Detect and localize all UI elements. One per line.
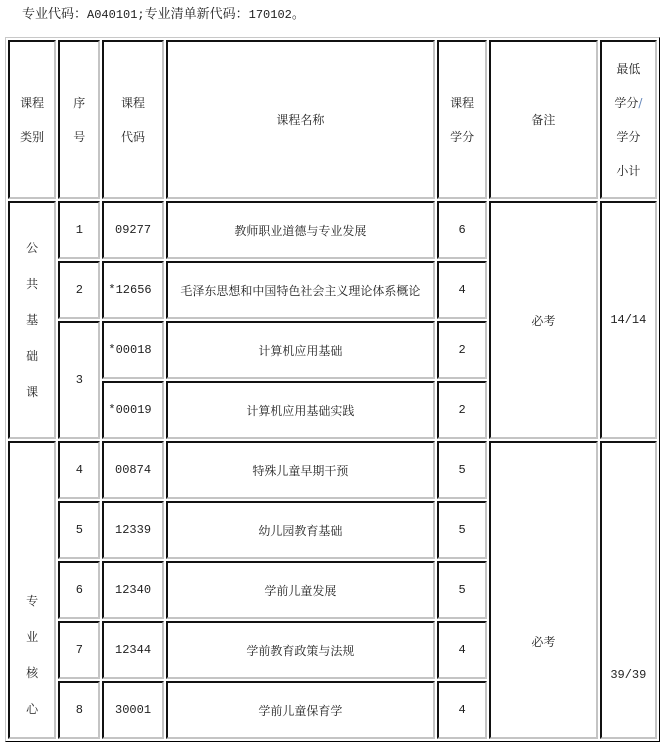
seq-cell: 5 <box>58 501 100 559</box>
seq-cell: 7 <box>58 621 100 679</box>
header-name: 课程名称 <box>166 40 435 199</box>
course-name-cell: 计算机应用基础实践 <box>166 381 435 439</box>
header-min-credit: 最低 学分/ 学分 小计 <box>600 40 657 199</box>
credit-cell: 2 <box>437 321 487 379</box>
period: 。 <box>291 7 305 22</box>
seq-cell: 6 <box>58 561 100 619</box>
header-row <box>8 40 657 199</box>
code-cell: *12656 <box>102 261 163 319</box>
seq-cell: 2 <box>58 261 100 319</box>
course-name-cell: 教师职业道德与专业发展 <box>166 201 435 259</box>
new-code-value: 170102 <box>248 8 292 22</box>
code-cell: 09277 <box>102 201 163 259</box>
credit-cell: 2 <box>437 381 487 439</box>
code-cell: *00018 <box>102 321 163 379</box>
course-plan-table <box>5 37 660 742</box>
seq-cell: 1 <box>58 201 100 259</box>
credit-cell: 5 <box>437 561 487 619</box>
major-code-label: 专业代码： <box>22 7 88 22</box>
header-note: 备注 <box>489 40 598 199</box>
course-name-cell: 幼儿园教育基础 <box>166 501 435 559</box>
subtotal-cell: 14/14 <box>600 201 657 439</box>
code-cell: 30001 <box>102 681 163 739</box>
code-cell: 12339 <box>102 501 163 559</box>
credit-cell: 4 <box>437 681 487 739</box>
header-seq: 序 号 <box>58 40 100 199</box>
note-cell: 必考 <box>489 201 598 439</box>
seq-cell: 4 <box>58 441 100 499</box>
credit-cell: 4 <box>437 621 487 679</box>
subtotal-cell: 39/39 <box>600 441 657 739</box>
course-name-cell: 学前教育政策与法规 <box>166 621 435 679</box>
header-category: 课程 类别 <box>8 40 56 199</box>
credit-cell: 5 <box>437 501 487 559</box>
category-public-basic: 公 共 基 础 课 <box>8 201 56 439</box>
header-code: 课程 代码 <box>102 40 163 199</box>
table-row <box>8 201 657 259</box>
code-cell: *00019 <box>102 381 163 439</box>
seq-cell: 8 <box>58 681 100 739</box>
category-major-core: 专 业 核 心 <box>8 441 56 739</box>
course-name-cell: 计算机应用基础 <box>166 321 435 379</box>
major-code-value: A040101; <box>87 8 145 22</box>
course-name-cell: 毛泽东思想和中国特色社会主义理论体系概论 <box>166 261 435 319</box>
seq-cell: 3 <box>58 321 100 439</box>
credit-cell: 6 <box>437 201 487 259</box>
new-code-label: 专业清单新代码： <box>144 7 249 22</box>
course-name-cell: 学前儿童发展 <box>166 561 435 619</box>
course-name-cell: 特殊儿童早期干预 <box>166 441 435 499</box>
note-cell: 必考 <box>489 441 598 739</box>
table-row <box>8 441 657 499</box>
credit-cell: 5 <box>437 441 487 499</box>
course-name-cell: 学前儿童保育学 <box>166 681 435 739</box>
header-credit: 课程 学分 <box>437 40 487 199</box>
code-cell: 00874 <box>102 441 163 499</box>
major-code-line <box>22 6 305 24</box>
code-cell: 12344 <box>102 621 163 679</box>
credit-cell: 4 <box>437 261 487 319</box>
code-cell: 12340 <box>102 561 163 619</box>
